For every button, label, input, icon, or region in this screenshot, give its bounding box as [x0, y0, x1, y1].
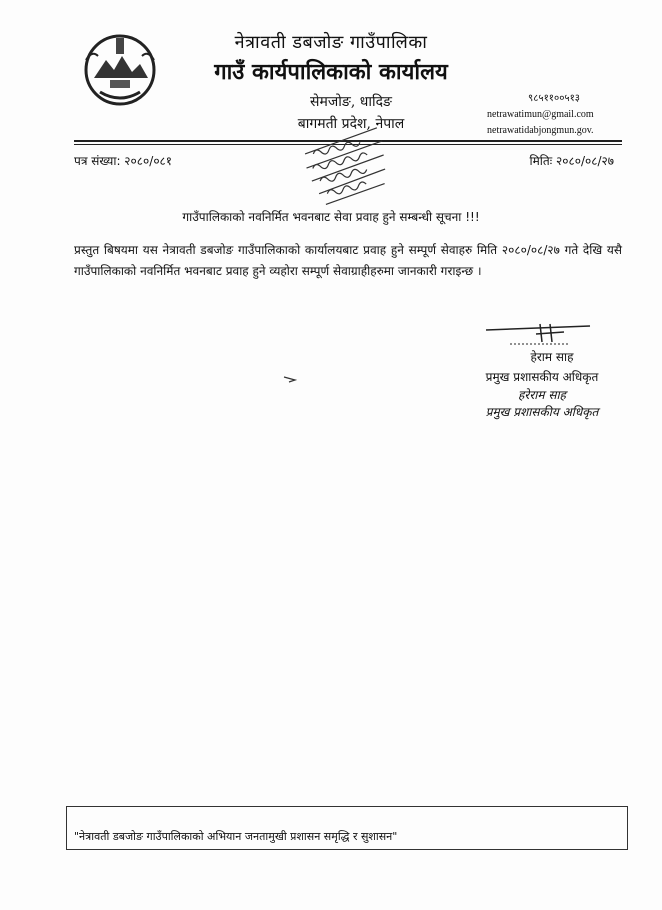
handwritten-signature — [480, 320, 600, 350]
signatory-name-stamp: हरेराम साह — [518, 388, 566, 402]
subject-line: गाउँपालिकाको नवनिर्मित भवनबाट सेवा प्रवाह हुने सम्बन्धी सूचना !!! — [182, 210, 480, 224]
municipality-name: नेत्रावती डबजोङ गाउँपालिका — [234, 32, 428, 53]
office-stamp — [298, 124, 398, 214]
office-name: गाउँ कार्यपालिकाको कार्यालय — [214, 59, 448, 85]
letter-date: मितिः २०८०/०८/२७ — [529, 154, 614, 168]
phone-number: ९८५११००५१३ — [528, 93, 580, 104]
signatory-title-stamp: प्रमुख प्रशासकीय अधिकृत — [485, 405, 599, 419]
office-province: बागमती प्रदेश, नेपाल — [297, 116, 405, 132]
signatory-title: प्रमुख प्रशासकीय अधिकृत — [485, 370, 599, 384]
website-address: netrawatidabjongmun.gov. — [487, 125, 594, 136]
footer-slogan: "नेत्रावती डबजोङ गाउँपालिकाको अभियान जनतामुखी प्रशासन समृद्धि र सुशासन" — [74, 830, 398, 843]
email-address: netrawatimun@gmail.com — [487, 109, 594, 120]
pen-mark — [283, 375, 297, 383]
office-location: सेमजोङ, धादिङ — [310, 94, 392, 110]
notice-body: प्रस्तुत बिषयमा यस नेत्रावती डबजोङ गाउँपालिकाको कार्यालयबाट प्रवाह हुने सम्पूर्ण सेवाहरु मिति २०८०/०८/२७ गते देखि यसै गाउँपालिकाको नवनिर्मित भवनबाट प्रवाह हुने व्यहोरा सम्पूर्ण सेवाग्राहीहरुमा जानकारी गराइन्छ । — [74, 243, 622, 278]
signatory-name: हेराम साह — [530, 350, 574, 364]
reference-number: पत्र संख्या: २०८०/०८१ — [74, 154, 173, 168]
